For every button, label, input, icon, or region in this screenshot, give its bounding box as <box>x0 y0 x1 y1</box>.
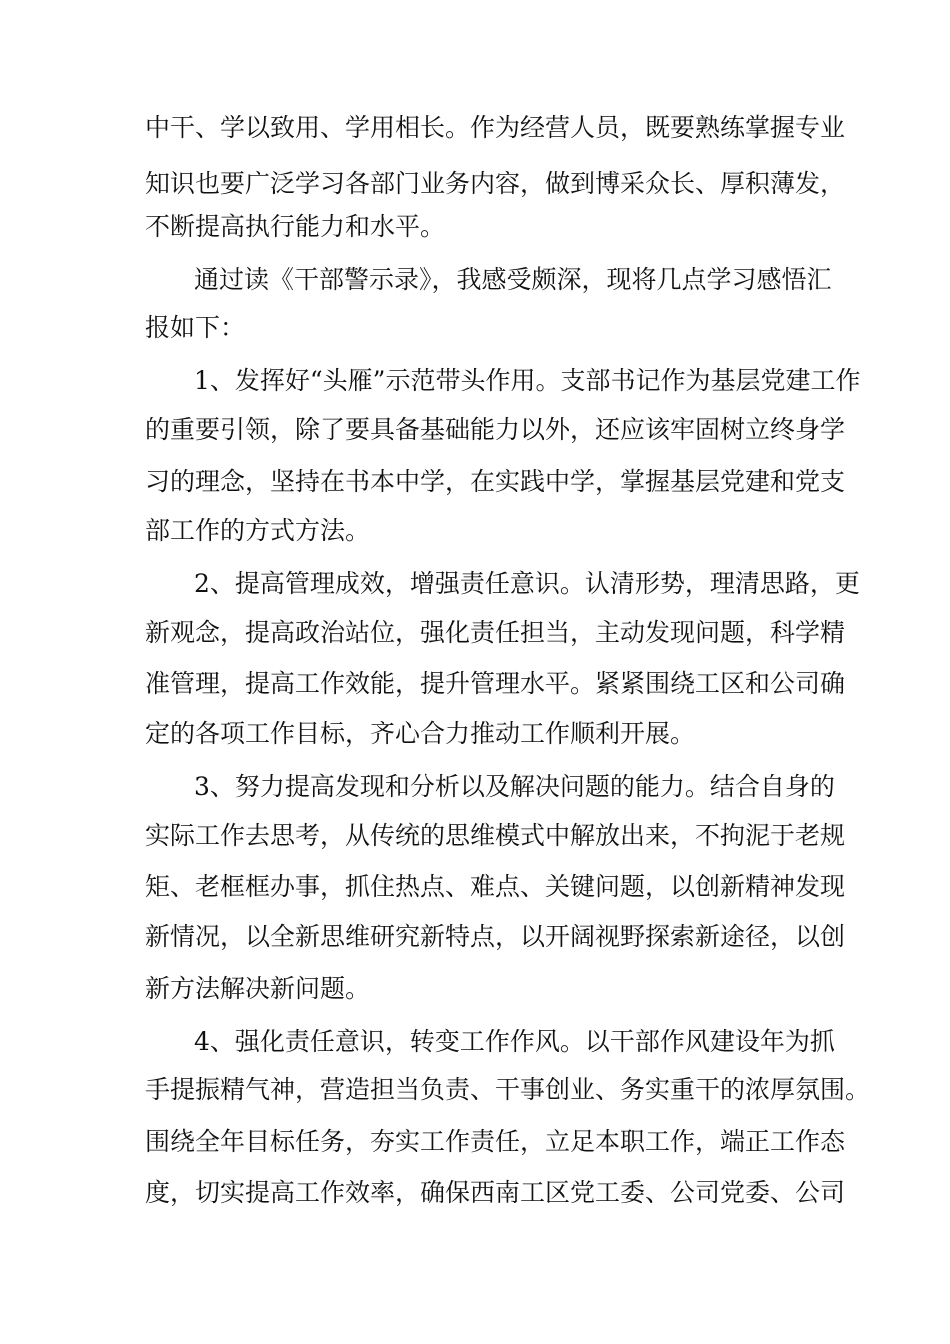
text-line: 实际工作去思考，从传统的思维模式中解放出来，不拘泥于老规 <box>145 821 846 850</box>
text-line: 手提振精气神，营造担当负责、干事创业、务实重干的浓厚氛围。 <box>145 1075 871 1104</box>
text-line: 报如下： <box>145 313 246 342</box>
text-line: 不断提高执行能力和水平。 <box>145 212 446 241</box>
text-line: 2、提高管理成效，增强责任意识。认清形势，理清思路，更 <box>194 569 860 598</box>
text-line: 1、发挥好“头雁”示范带头作用。支部书记作为基层党建工作 <box>194 366 861 395</box>
text-line: 定的各项工作目标，齐心合力推动工作顺利开展。 <box>145 719 696 748</box>
text-line: 部工作的方式方法。 <box>145 516 371 545</box>
text-line: 围绕全年目标任务，夯实工作责任，立足本职工作，端正工作态 <box>145 1127 846 1156</box>
text-line: 新情况，以全新思维研究新特点，以开阔视野探索新途径，以创 <box>145 922 846 951</box>
text-line: 准管理，提高工作效能，提升管理水平。紧紧围绕工区和公司确 <box>145 669 846 698</box>
text-line: 中干、学以致用、学用相长。作为经营人员，既要熟练掌握专业 <box>145 113 846 142</box>
text-line: 矩、老框框办事，抓住热点、难点、关键问题，以创新精神发现 <box>145 872 846 901</box>
text-line: 3、努力提高发现和分析以及解决问题的能力。结合自身的 <box>194 772 835 801</box>
text-line: 新观念，提高政治站位，强化责任担当，主动发现问题，科学精 <box>145 618 846 647</box>
text-line: 知识也要广泛学习各部门业务内容，做到博采众长、厚积薄发， <box>145 169 846 198</box>
text-line: 度，切实提高工作效率，确保西南工区党工委、公司党委、公司 <box>145 1178 846 1207</box>
text-line: 习的理念，坚持在书本中学，在实践中学，掌握基层党建和党支 <box>145 467 846 496</box>
text-line: 新方法解决新问题。 <box>145 974 371 1003</box>
text-line: 通过读《干部警示录》，我感受颇深，现将几点学习感悟汇 <box>194 265 832 294</box>
text-line: 4、强化责任意识，转变工作作风。以干部作风建设年为抓 <box>194 1027 835 1056</box>
text-line: 的重要引领，除了要具备基础能力以外，还应该牢固树立终身学 <box>145 415 846 444</box>
